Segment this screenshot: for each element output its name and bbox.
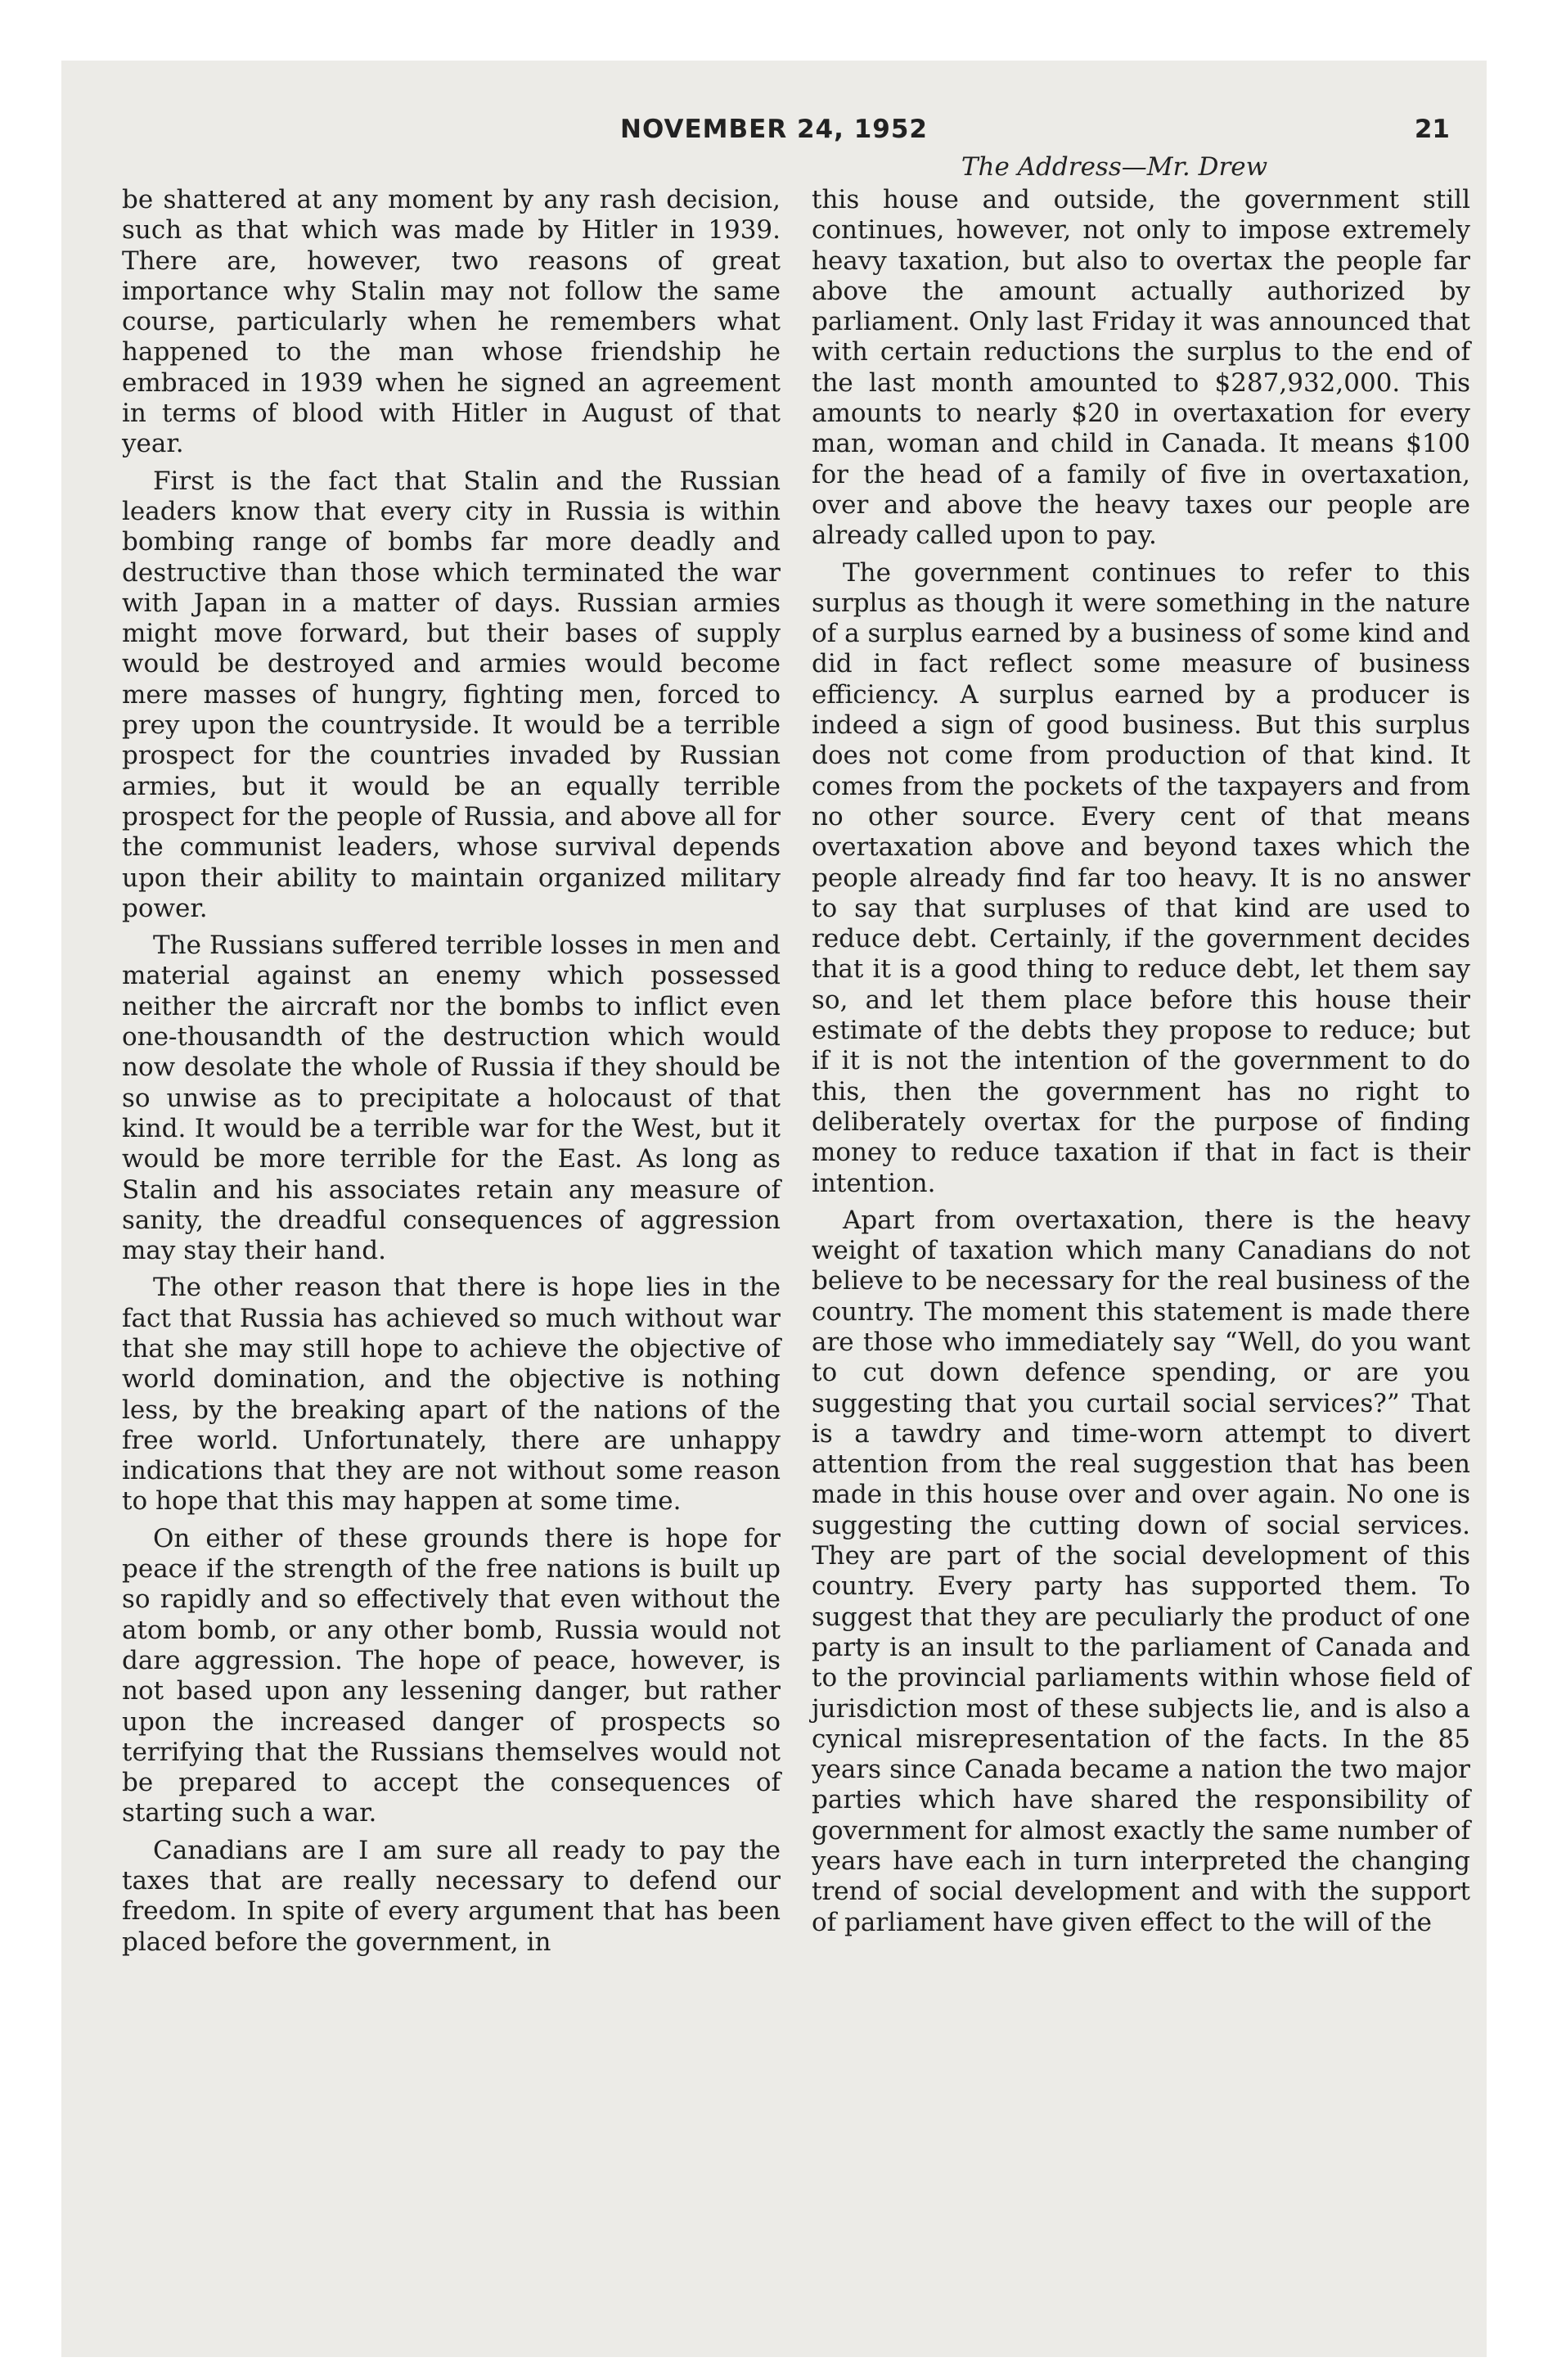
right-column — [812, 185, 1470, 1938]
paragraph: The Russians suffered terrible losses in men and material against an enemy which possessed neither the aircraft nor the bombs to inflict even one-thousandth of the destruction which would now desolate the whole of Russia if they should be so unwise as to precipitate a holocaust of that kind. It would be a terrible war for the West, but it would be more terrible for the East. As long as Stalin and his associates retain any measure of sanity, the dreadful consequences of aggression may stay their hand. — [122, 931, 781, 1266]
paragraph: On either of these grounds there is hope for peace if the strength of the free nations is built up so rapidly and so effectively that even without the atom bomb, or any other bomb, Russia would not dare aggression. The hope of peace, however, is not based upon any lessening danger, but rather upon the increased danger of prospects so terrifying that the Russians themselves would not be prepared to accept the consequences of starting such a war. — [122, 1523, 781, 1828]
running-title: The Address—Mr. Drew — [961, 152, 1268, 182]
page-number: 21 — [1414, 115, 1450, 144]
paragraph: The other reason that there is hope lies in the fact that Russia has achieved so much without war that she may still hope to achieve the objective of world domination, and the objective is nothing less, by the breaking apart of the nations of the free world. Unfortunately, there are unhappy indications that they are not without some reason to hope that this may happen at some time. — [122, 1273, 781, 1517]
paragraph: Apart from overtaxation, there is the heavy weight of taxation which many Canadians do not believe to be necessary for the real business of the country. The moment this statement is made there are those who immediately say “Well, do you want to cut down defence spending, or are you suggesting that you curtail social services?” That is a tawdry and time-worn attempt to divert attention from the real suggestion that has been made in this house over and over again. No one is suggesting the cutting down of social services. They are part of the social development of this country. Every party has supported them. To suggest that they are peculiarly the product of one party is an insult to the parliament of Canada and to the provincial parliaments within whose field of jurisdiction most of these subjects lie, and is also a cynical misrepresentation of the facts. In the 85 years since Canada became a nation the two major parties which have shared the responsibility of government for almost exactly the same number of years have each in turn interpreted the changing trend of social development and with the support of parliament have given effect to the will of the — [812, 1205, 1471, 1937]
paragraph: First is the fact that Stalin and the Russian leaders know that every city in Russia is within bombing range of bombs far more deadly and destructive than those which terminated the war with Japan in a matter of days. Russian armies might move forward, but their bases of supply would be destroyed and armies would become mere masses of hungry, fighting men, forced to prey upon the countryside. It would be a terrible prospect for the countries invaded by Russian armies, but it would be an equally terrible prospect for the people of Russia, and above all for the communist leaders, whose survival depends upon their ability to maintain organized military power. — [122, 466, 781, 923]
left-column — [122, 185, 781, 1958]
paragraph: this house and outside, the government still continues, however, not only to impose extremely heavy taxation, but also to overtax the people far above the amount actually authorized by parliament. Only last Friday it was announced that with certain reductions the surplus to the end of the last month amounted to $287,932,000. This amounts to nearly $20 in overtaxation for every man, woman and child in Canada. It means $100 for the head of a family of five in overtaxation, over and above the heavy taxes our people are already called upon to pay. — [812, 185, 1470, 551]
page-date: NOVEMBER 24, 1952 — [620, 115, 928, 144]
paragraph: Canadians are I am sure all ready to pay the taxes that are really necessary to defend our freedom. In spite of every argument that has been placed before the government, in — [122, 1835, 781, 1957]
paragraph: be shattered at any moment by any rash decision, such as that which was made by Hitler in 1939. There are, however, two reasons of great importance why Stalin may not follow the same course, particularly when he remembers what happened to the man whose friendship he embraced in 1939 when he signed an agreement in terms of blood with Hitler in August of that year. — [122, 185, 781, 459]
paragraph: The government continues to refer to this surplus as though it were something in the nature of a surplus earned by a business of some kind and did in fact reflect some measure of business efficiency. A surplus earned by a producer is indeed a sign of good business. But this surplus does not come from production of that kind. It comes from the pockets of the taxpayers and from no other source. Every cent of that means overtaxation above and beyond taxes which the people already find far too heavy. It is no answer to say that surpluses of that kind are used to reduce debt. Certainly, if the government decides that it is a good thing to reduce debt, let them say so, and let them place before this house their estimate of the debts they propose to reduce; but if it is not the intention of the government to do this, then the government has no right to deliberately overtax for the purpose of finding money to reduce taxation if that in fact is their intention. — [812, 557, 1470, 1198]
